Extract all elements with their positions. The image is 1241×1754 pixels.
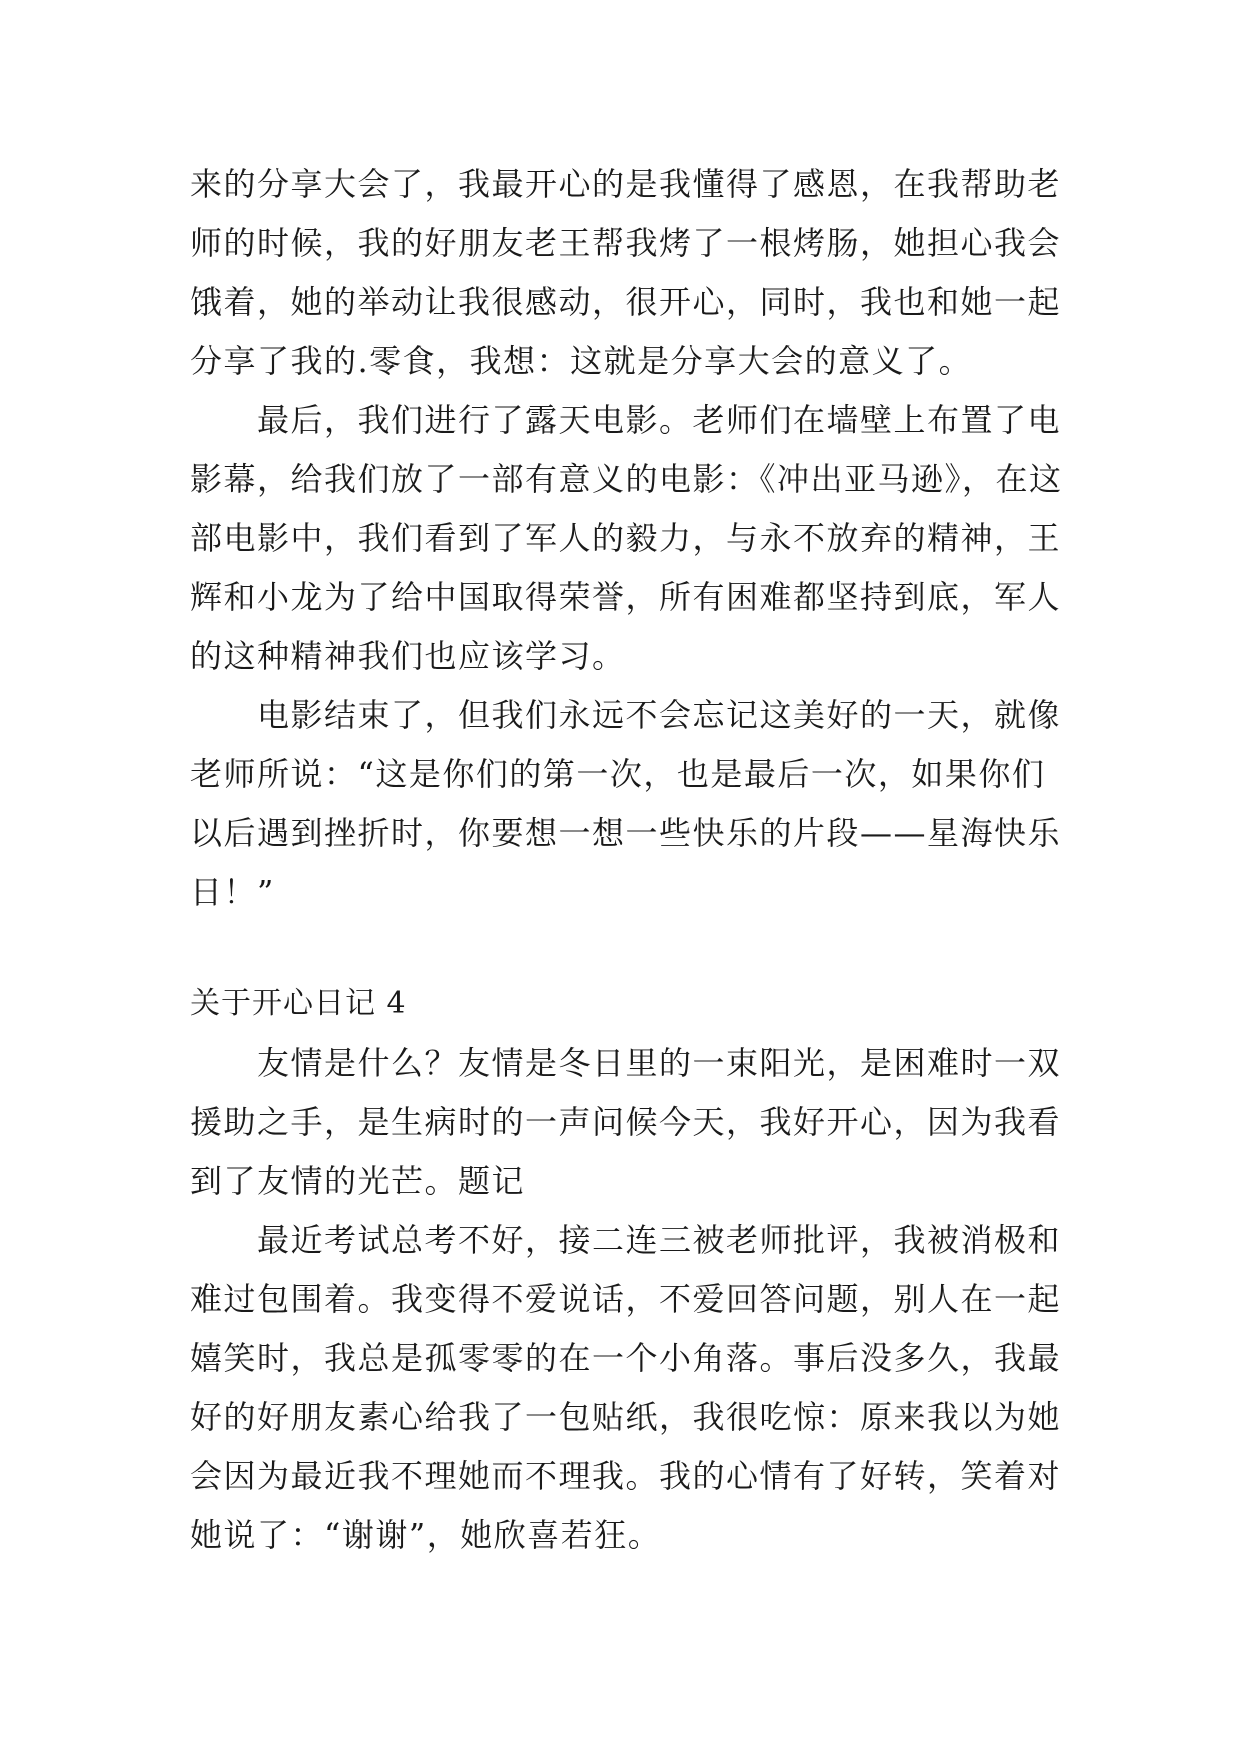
text-line: 难过包围着。我变得不爱说话，不爱回答问题，别人在一起 bbox=[190, 1280, 1062, 1318]
text-line: 的这种精神我们也应该学习。 bbox=[190, 637, 626, 675]
paragraph-first-line: 友情是什么？友情是冬日里的一束阳光，是困难时一双 bbox=[257, 1044, 1062, 1082]
text-line: 以后遇到挫折时，你要想一想一些快乐的片段——星海快乐 bbox=[190, 814, 1062, 852]
text-line: 分享了我的.零食，我想：这就是分享大会的意义了。 bbox=[190, 342, 973, 380]
section-heading: 关于开心日记 4 bbox=[190, 986, 407, 1021]
text-line: 会因为最近我不理她而不理我。我的心情有了好转，笑着对 bbox=[190, 1457, 1062, 1495]
text-line: 来的分享大会了，我最开心的是我懂得了感恩，在我帮助老 bbox=[190, 165, 1062, 203]
paragraph-first-line: 电影结束了，但我们永远不会忘记这美好的一天，就像 bbox=[257, 696, 1062, 734]
text-line: 到了友情的光芒。题记 bbox=[190, 1162, 526, 1200]
text-line: 部电影中，我们看到了军人的毅力，与永不放弃的精神，王 bbox=[190, 519, 1062, 557]
text-line: 辉和小龙为了给中国取得荣誉，所有困难都坚持到底，军人 bbox=[190, 578, 1062, 616]
paragraph-first-line: 最后，我们进行了露天电影。老师们在墙壁上布置了电 bbox=[257, 401, 1062, 439]
text-line: 日！” bbox=[190, 873, 275, 911]
text-line: 好的好朋友素心给我了一包贴纸，我很吃惊：原来我以为她 bbox=[190, 1398, 1062, 1436]
text-line: 她说了：“谢谢”，她欣喜若狂。 bbox=[190, 1516, 662, 1554]
paragraph-first-line: 最近考试总考不好，接二连三被老师批评，我被消极和 bbox=[257, 1221, 1062, 1259]
text-line: 饿着，她的举动让我很感动，很开心，同时，我也和她一起 bbox=[190, 283, 1062, 321]
text-line: 师的时候，我的好朋友老王帮我烤了一根烤肠，她担心我会 bbox=[190, 224, 1062, 262]
text-line: 影幕，给我们放了一部有意义的电影：《冲出亚马逊》，在这 bbox=[190, 460, 1063, 498]
text-line: 援助之手，是生病时的一声问候今天，我好开心，因为我看 bbox=[190, 1103, 1062, 1141]
text-line: 老师所说：“这是你们的第一次，也是最后一次，如果你们 bbox=[190, 755, 1046, 793]
text-line: 嬉笑时，我总是孤零零的在一个小角落。事后没多久，我最 bbox=[190, 1339, 1062, 1377]
